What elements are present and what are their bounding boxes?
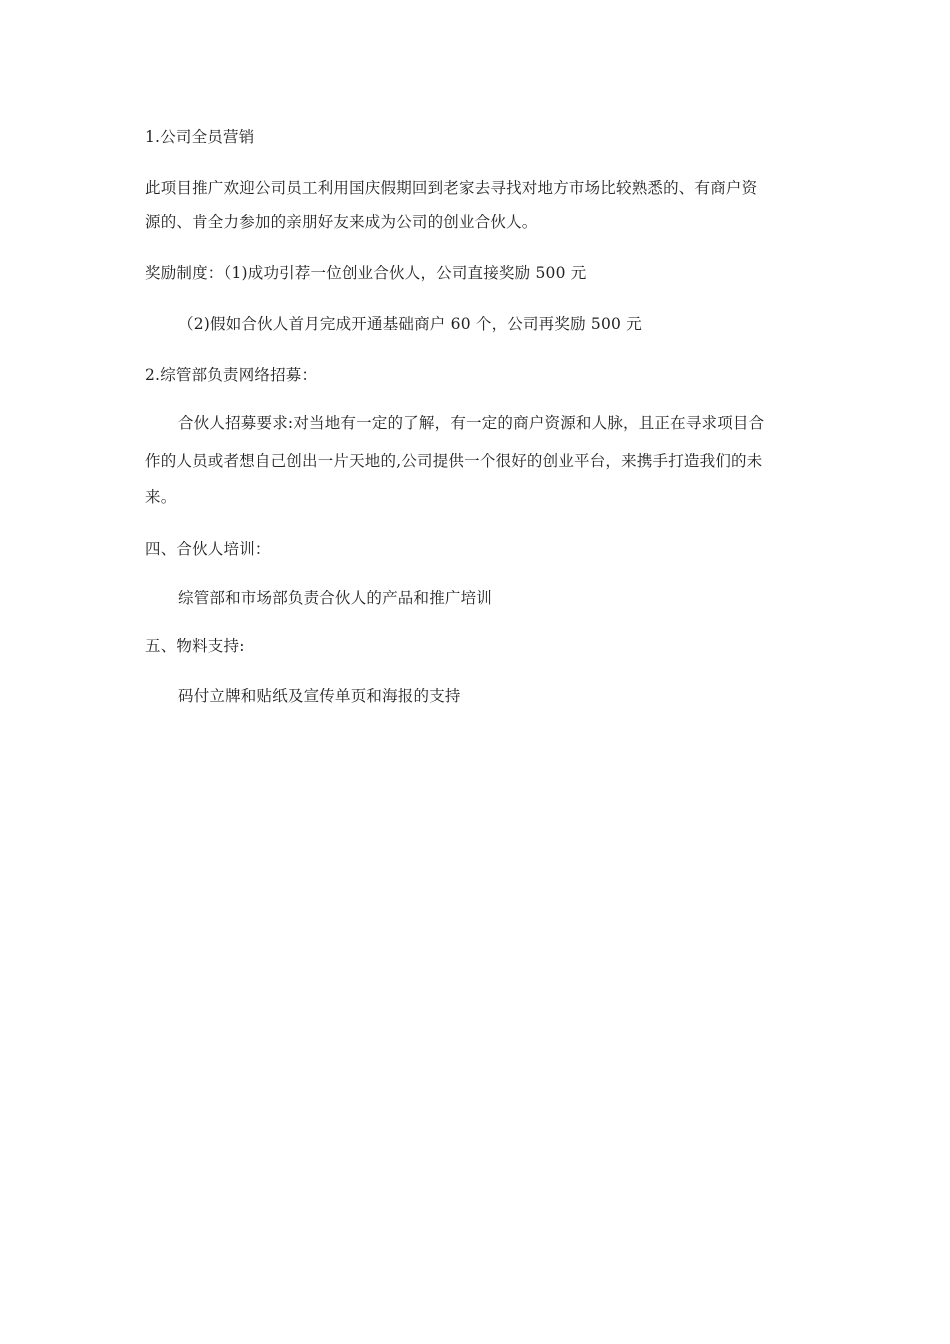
section-2-paragraph-line-3: 来。 [145, 488, 177, 506]
reward-policy-line-2: （2)假如合伙人首月完成开通基础商户 60 个，公司再奖励 500 元 [178, 315, 642, 333]
section-1-paragraph-line-1: 此项目推广欢迎公司员工利用国庆假期回到老家去寻找对地方市场比较熟悉的、有商户资 [145, 179, 758, 197]
section-1-paragraph-line-2: 源的、肯全力参加的亲朋好友来成为公司的创业合伙人。 [145, 213, 538, 231]
section-4-heading: 四、合伙人培训： [145, 540, 271, 558]
section-2-paragraph-line-2: 作的人员或者想自己创出一片天地的,公司提供一个很好的创业平台，来携手打造我们的未 [145, 452, 763, 470]
section-1-heading: 1.公司全员营销 [145, 128, 255, 146]
section-2-paragraph-line-1: 合伙人招募要求:对当地有一定的了解，有一定的商户资源和人脉，且正在寻求项目合 [178, 414, 765, 432]
section-4-body: 综管部和市场部负责合伙人的产品和推广培训 [178, 589, 493, 607]
section-2-heading: 2.综管部负责网络招募： [145, 366, 318, 384]
reward-policy-line-1: 奖励制度：（1)成功引荐一位创业合伙人，公司直接奖励 500 元 [145, 264, 587, 282]
section-5-heading: 五、物料支持: [145, 637, 245, 655]
section-5-body: 码付立牌和贴纸及宣传单页和海报的支持 [178, 687, 461, 705]
